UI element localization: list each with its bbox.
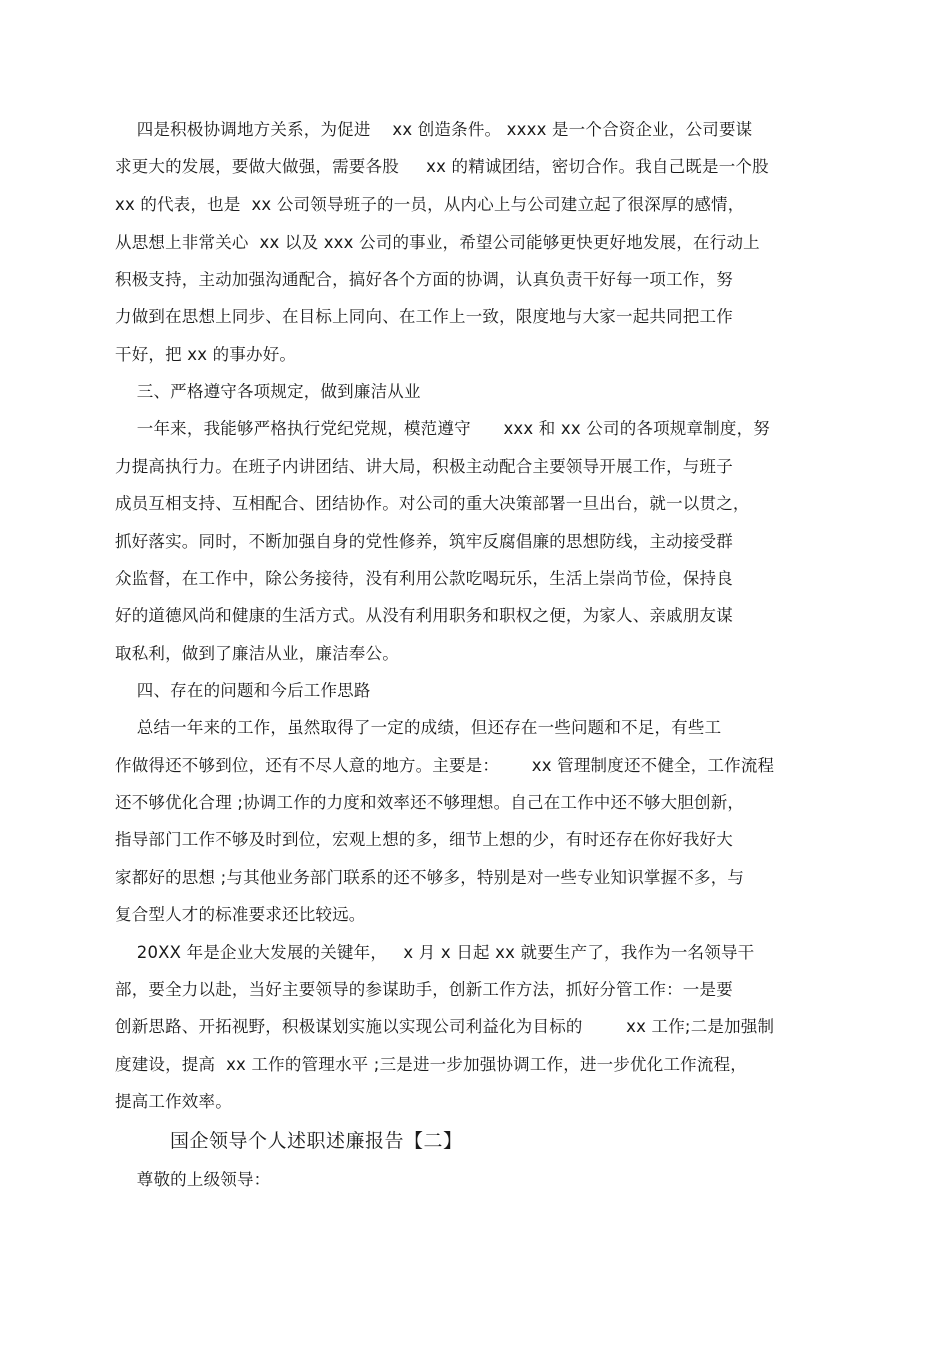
paragraph-line: 总结一年来的工作，虽然取得了一定的成绩，但还存在一些问题和不足，有些工	[115, 718, 722, 737]
paragraph-line: 还不够优化合理 ;协调工作的力度和效率还不够理想。自己在工作中还不够大胆创新，	[115, 793, 745, 812]
section-heading: 三、严格遵守各项规定，做到廉洁从业	[115, 382, 421, 401]
paragraph-line: 抓好落实。同时，不断加强自身的党性修养，筑牢反腐倡廉的思想防线，主动接受群	[115, 532, 733, 551]
paragraph-line: 部，要全力以赴，当好主要领导的参谋助手，创新工作方法，抓好分管工作：一是要	[115, 980, 733, 999]
paragraph-line: 好的道德风尚和健康的生活方式。从没有利用职务和职权之便，为家人、亲戚朋友谋	[115, 606, 733, 625]
report-title: 国企领导个人述职述廉报告【二】	[170, 1130, 463, 1152]
paragraph-line: 成员互相支持、互相配合、团结协作。对公司的重大决策部署一旦出台，就一以贯之，	[115, 494, 750, 513]
paragraph-line: 积极支持，主动加强沟通配合，搞好各个方面的协调，认真负责干好每一项工作，努	[115, 270, 733, 289]
paragraph-line: 力做到在思想上同步、在目标上同向、在工作上一致，限度地与大家一起共同把工作	[115, 307, 733, 326]
paragraph-line: 指导部门工作不够及时到位，宏观上想的多，细节上想的少，有时还存在你好我好大	[115, 830, 733, 849]
paragraph-line: 20XX 年是企业大发展的关键年， x 月 x 日起 xx 就要生产了，我作为一名领导干	[115, 943, 755, 962]
paragraph-line: 众监督，在工作中，除公务接待，没有利用公款吃喝玩乐，生活上崇尚节俭，保持良	[115, 569, 733, 588]
paragraph-line: 创新思路、开拓视野，积极谋划实施以实现公司利益化为目标的 xx 工作;二是加强制	[115, 1017, 775, 1036]
paragraph-line: 一年来，我能够严格执行党纪党规，模范遵守 xxx 和 xx 公司的各项规章制度，努	[115, 419, 771, 438]
section-heading: 四、存在的问题和今后工作思路	[115, 681, 371, 700]
paragraph-line: 从思想上非常关心 xx 以及 xxx 公司的事业，希望公司能够更快更好地发展，在行动上	[115, 233, 760, 252]
paragraph-line: 取私利，做到了廉洁从业，廉洁奉公。	[115, 644, 399, 663]
paragraph-line: 求更大的发展，要做大做强，需要各股 xx 的精诚团结，密切合作。我自己既是一个股	[115, 157, 769, 176]
paragraph-line: 干好，把 xx 的事办好。	[115, 345, 297, 364]
paragraph-line: 四是积极协调地方关系，为促进 xx 创造条件。 xxxx 是一个合资企业，公司要谋	[115, 120, 753, 139]
paragraph-line: xx 的代表，也是 xx 公司领导班子的一员，从内心上与公司建立起了很深厚的感情，	[115, 195, 745, 214]
paragraph-line: 提高工作效率。	[115, 1092, 232, 1111]
paragraph-line: 力提高执行力。在班子内讲团结、讲大局，积极主动配合主要领导开展工作，与班子	[115, 457, 733, 476]
salutation: 尊敬的上级领导：	[115, 1170, 271, 1189]
paragraph-line: 家都好的思想 ;与其他业务部门联系的还不够多，特别是对一些专业知识掌握不多，与	[115, 868, 745, 887]
paragraph-line: 度建设，提高 xx 工作的管理水平 ;三是进一步加强协调工作，进一步优化工作流程，	[115, 1055, 747, 1074]
paragraph-line: 复合型人才的标准要求还比较远。	[115, 905, 366, 924]
paragraph-line: 作做得还不够到位，还有不尽人意的地方。主要是： xx 管理制度还不健全，工作流程	[115, 756, 775, 775]
